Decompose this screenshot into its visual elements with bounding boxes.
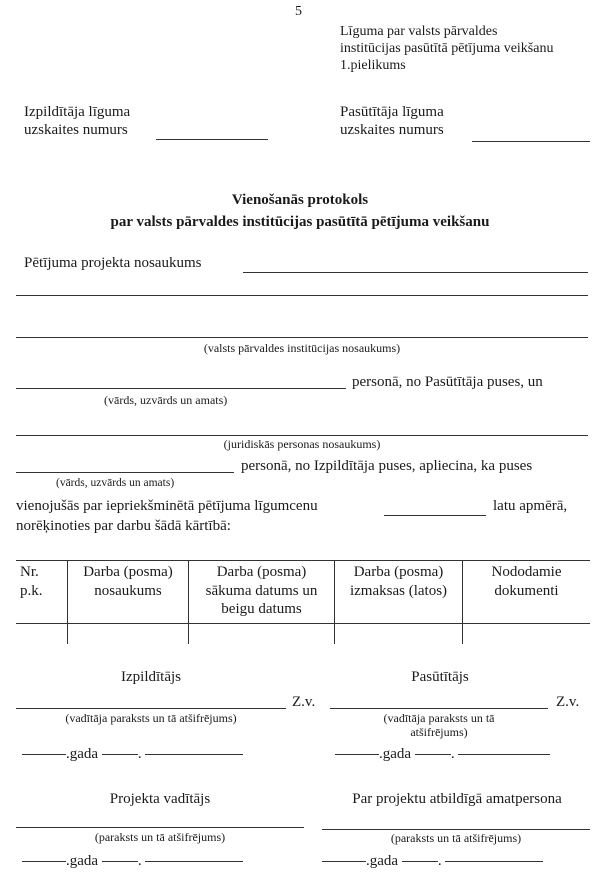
table-header-cost bbox=[335, 563, 462, 600]
institution-field[interactable] bbox=[16, 337, 588, 338]
legal-entity-field[interactable] bbox=[16, 435, 588, 436]
customer-person-field[interactable] bbox=[16, 388, 346, 389]
header-text: izmaksas (latos) bbox=[349, 582, 448, 599]
month-field[interactable] bbox=[445, 861, 543, 862]
annex-line: Līguma par valsts pārvaldes bbox=[340, 24, 498, 39]
header-text: dokumenti bbox=[494, 582, 559, 599]
executor-registration-label-1: Izpildītāja līguma bbox=[24, 104, 131, 120]
month-field[interactable] bbox=[145, 754, 243, 755]
executor-registration-label-2: uzskaites numurs bbox=[24, 122, 128, 138]
header-text: Darba (posma) bbox=[216, 564, 307, 580]
executor-registration bbox=[24, 103, 130, 139]
year-field[interactable] bbox=[22, 754, 66, 755]
year-field[interactable] bbox=[22, 861, 66, 862]
payment-schedule-table bbox=[16, 560, 590, 644]
caption-line: atšifrējums) bbox=[410, 725, 468, 739]
project-name-label: Pētījuma projekta nosaukums bbox=[24, 255, 202, 271]
customer-signature-caption bbox=[330, 711, 548, 739]
page-number: 5 bbox=[295, 4, 302, 19]
customer-signature-title: Pasūtītājs bbox=[411, 669, 469, 685]
month-field[interactable] bbox=[145, 861, 243, 862]
year-field[interactable] bbox=[335, 754, 379, 755]
date-label: .gada bbox=[366, 853, 399, 869]
annex-header bbox=[340, 23, 600, 74]
year-field[interactable] bbox=[322, 861, 366, 862]
table-cell[interactable] bbox=[463, 624, 590, 644]
customer-date: .gada . bbox=[335, 745, 550, 763]
project-leader-signature-field[interactable] bbox=[16, 827, 304, 828]
header-text: beigu datums bbox=[221, 601, 302, 617]
table-cell[interactable] bbox=[68, 624, 188, 644]
day-field[interactable] bbox=[415, 754, 451, 755]
price-text-after: latu apmērā, bbox=[493, 498, 568, 514]
header-text: Nododamie bbox=[491, 564, 562, 580]
table-header-documents bbox=[463, 563, 590, 600]
date-label: .gada bbox=[379, 746, 412, 762]
document-title bbox=[0, 189, 600, 233]
executor-person-field[interactable] bbox=[16, 472, 234, 473]
responsible-official-caption: (paraksts un tā atšifrējums) bbox=[390, 831, 522, 845]
table-top-border bbox=[16, 560, 590, 561]
table-header-nr bbox=[20, 563, 64, 600]
project-leader-caption: (paraksts un tā atšifrējums) bbox=[94, 830, 226, 844]
customer-registration-label-1: Pasūtītāja līguma bbox=[340, 104, 444, 120]
month-field[interactable] bbox=[458, 754, 550, 755]
annex-line: institūcijas pasūtītā pētījuma veikšanu bbox=[340, 41, 554, 56]
table-header-dates bbox=[189, 563, 334, 619]
executor-person-caption: (vārds, uzvārds un amats) bbox=[56, 477, 175, 489]
table-cell[interactable] bbox=[189, 624, 334, 644]
day-field[interactable] bbox=[102, 754, 138, 755]
table-header-work-name bbox=[68, 563, 188, 600]
customer-person-caption: (vārds, uzvārds un amats) bbox=[104, 393, 228, 407]
date-label: .gada bbox=[66, 746, 99, 762]
table-cell[interactable] bbox=[16, 624, 67, 644]
price-field[interactable] bbox=[384, 515, 486, 516]
table-cell[interactable] bbox=[335, 624, 462, 644]
header-text: Nr. bbox=[20, 564, 39, 580]
executor-person-text: personā, no Izpildītāja puses, apliecina, ka puses bbox=[241, 458, 533, 474]
institution-caption: (valsts pārvaldes institūcijas nosaukums) bbox=[203, 341, 401, 355]
header-text: Darba (posma) bbox=[83, 564, 173, 580]
customer-person-text: personā, no Pasūtītāja puses, un bbox=[352, 374, 543, 390]
payment-text: norēķinoties par darbu šādā kārtībā: bbox=[16, 518, 231, 534]
executor-registration-field[interactable] bbox=[156, 139, 268, 140]
day-field[interactable] bbox=[402, 861, 438, 862]
customer-registration-field[interactable] bbox=[472, 141, 590, 142]
executor-signature-title: Izpildītājs bbox=[121, 669, 181, 685]
title-line-2: par valsts pārvaldes institūcijas pasūtītā pētījuma veikšanu bbox=[110, 214, 490, 230]
header-text: p.k. bbox=[20, 582, 43, 599]
annex-line: 1.pielikums bbox=[340, 58, 406, 73]
responsible-official-title: Par projektu atbildīgā amatpersona bbox=[352, 791, 562, 807]
executor-signature-caption: (vadītāja paraksts un tā atšifrējums) bbox=[65, 711, 237, 725]
project-name-field[interactable] bbox=[243, 272, 588, 273]
caption-line: (vadītāja paraksts un tā bbox=[383, 711, 495, 725]
day-field[interactable] bbox=[102, 861, 138, 862]
responsible-official-signature-field[interactable] bbox=[322, 829, 590, 830]
title-line-1: Vienošanās protokols bbox=[231, 192, 369, 208]
customer-stamp-label: Z.v. bbox=[556, 694, 580, 710]
responsible-official-date: .gada . bbox=[322, 852, 543, 870]
project-leader-title: Projekta vadītājs bbox=[109, 791, 211, 807]
project-name-field-continued[interactable] bbox=[16, 295, 588, 296]
executor-stamp-label: Z.v. bbox=[292, 694, 316, 710]
date-label: .gada bbox=[66, 853, 99, 869]
price-text-before: vienojušās par iepriekšminētā pētījuma līgumcenu bbox=[16, 498, 318, 514]
customer-signature-field[interactable] bbox=[330, 708, 548, 709]
legal-entity-caption: (juridiskās personas nosaukums) bbox=[223, 437, 381, 451]
customer-registration-label-2: uzskaites numurs bbox=[340, 122, 444, 138]
project-leader-date: .gada . bbox=[22, 852, 243, 870]
customer-registration bbox=[340, 103, 444, 139]
executor-signature-field[interactable] bbox=[16, 708, 286, 709]
header-text: Darba (posma) bbox=[353, 564, 444, 580]
header-text: nosaukums bbox=[94, 582, 162, 599]
executor-date: .gada . bbox=[22, 745, 243, 763]
header-text: sākuma datums un bbox=[205, 582, 318, 599]
